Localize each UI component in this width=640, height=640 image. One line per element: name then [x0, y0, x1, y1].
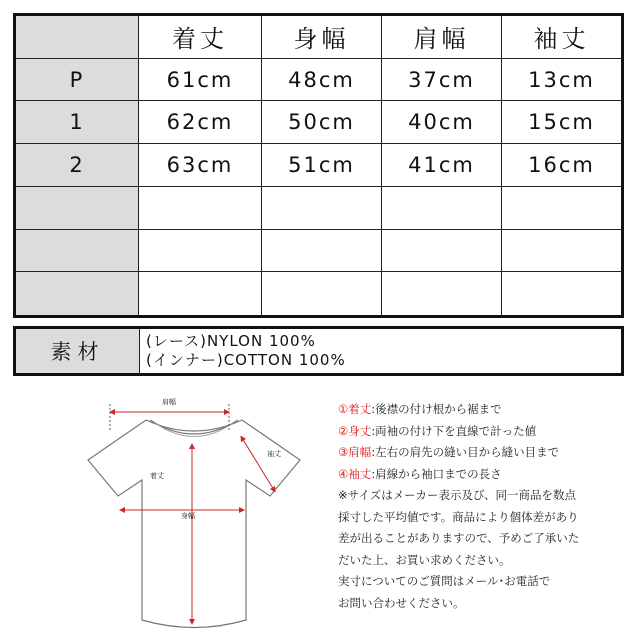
note-length: ①着丈:後襟の付け根から裾まで: [338, 402, 502, 416]
table-cell: 48cm: [262, 59, 382, 102]
table-cell: 50cm: [262, 101, 382, 144]
disclaimer-line: 差が出ることがありますので、予めご了承いた: [338, 531, 580, 545]
shoulder-width-label: 肩幅: [162, 398, 176, 406]
table-cell: 62cm: [139, 101, 262, 144]
table-cell: [382, 187, 502, 230]
table-cell: [139, 272, 262, 315]
table-cell: 61cm: [139, 59, 262, 102]
sleeve-length-label: 袖丈: [267, 450, 281, 458]
material-line-inner: (インナー)COTTON 100%: [146, 351, 346, 369]
size-table: [13, 13, 624, 318]
row-size-label: [16, 230, 139, 273]
disclaimer-line: お問い合わせください。: [338, 595, 465, 610]
material-values: [140, 329, 621, 373]
material-label: 素材: [16, 329, 140, 373]
table-cell: [262, 187, 382, 230]
row-size-label: P: [16, 59, 139, 102]
table-cell: 13cm: [502, 59, 621, 102]
tshirt-diagram: [74, 390, 314, 640]
header-length: 着丈: [139, 16, 262, 59]
measurement-notes: [338, 399, 634, 614]
table-cell: [382, 272, 502, 315]
table-cell: 41cm: [382, 144, 502, 187]
table-cell: 40cm: [382, 101, 502, 144]
table-cell: [262, 230, 382, 273]
body-width-label: 身幅: [181, 512, 195, 520]
table-cell: 51cm: [262, 144, 382, 187]
length-label: 着丈: [150, 472, 164, 480]
table-cell: [262, 272, 382, 315]
header-shoulder-width: 肩幅: [382, 16, 502, 59]
table-cell: [502, 187, 621, 230]
table-cell: [139, 187, 262, 230]
row-size-label: [16, 187, 139, 230]
row-size-label: [16, 272, 139, 315]
material-box: [13, 326, 624, 376]
note-shoulder-width: ③肩幅:左右の肩先の縫い目から縫い目まで: [338, 445, 560, 459]
table-cell: [139, 230, 262, 273]
material-line-lace: (レース)NYLON 100%: [146, 332, 316, 350]
header-body-width: 身幅: [262, 16, 382, 59]
row-size-label: 2: [16, 144, 139, 187]
header-sleeve-length: 袖丈: [502, 16, 621, 59]
table-cell: [382, 230, 502, 273]
disclaimer-line: 実寸についてのご質問はメール･お電話で: [338, 574, 551, 588]
note-body-width: ②身丈:両袖の付け下を直線で計った値: [338, 423, 537, 438]
table-cell: 63cm: [139, 144, 262, 187]
table-cell: 15cm: [502, 101, 621, 144]
disclaimer-line: 採寸した平均値です。商品により個体差があり: [338, 509, 579, 524]
table-cell: [502, 230, 621, 273]
table-cell: [502, 272, 621, 315]
table-corner: [16, 16, 139, 59]
table-cell: 16cm: [502, 144, 621, 187]
disclaimer-line: だいた上、お買い求めください。: [338, 552, 511, 567]
row-size-label: 1: [16, 101, 139, 144]
table-cell: 37cm: [382, 59, 502, 102]
note-sleeve-length: ④袖丈:肩線から袖口までの長さ: [338, 466, 502, 481]
disclaimer-line: ※サイズはメーカー表示及び、同一商品を数点: [338, 488, 577, 502]
